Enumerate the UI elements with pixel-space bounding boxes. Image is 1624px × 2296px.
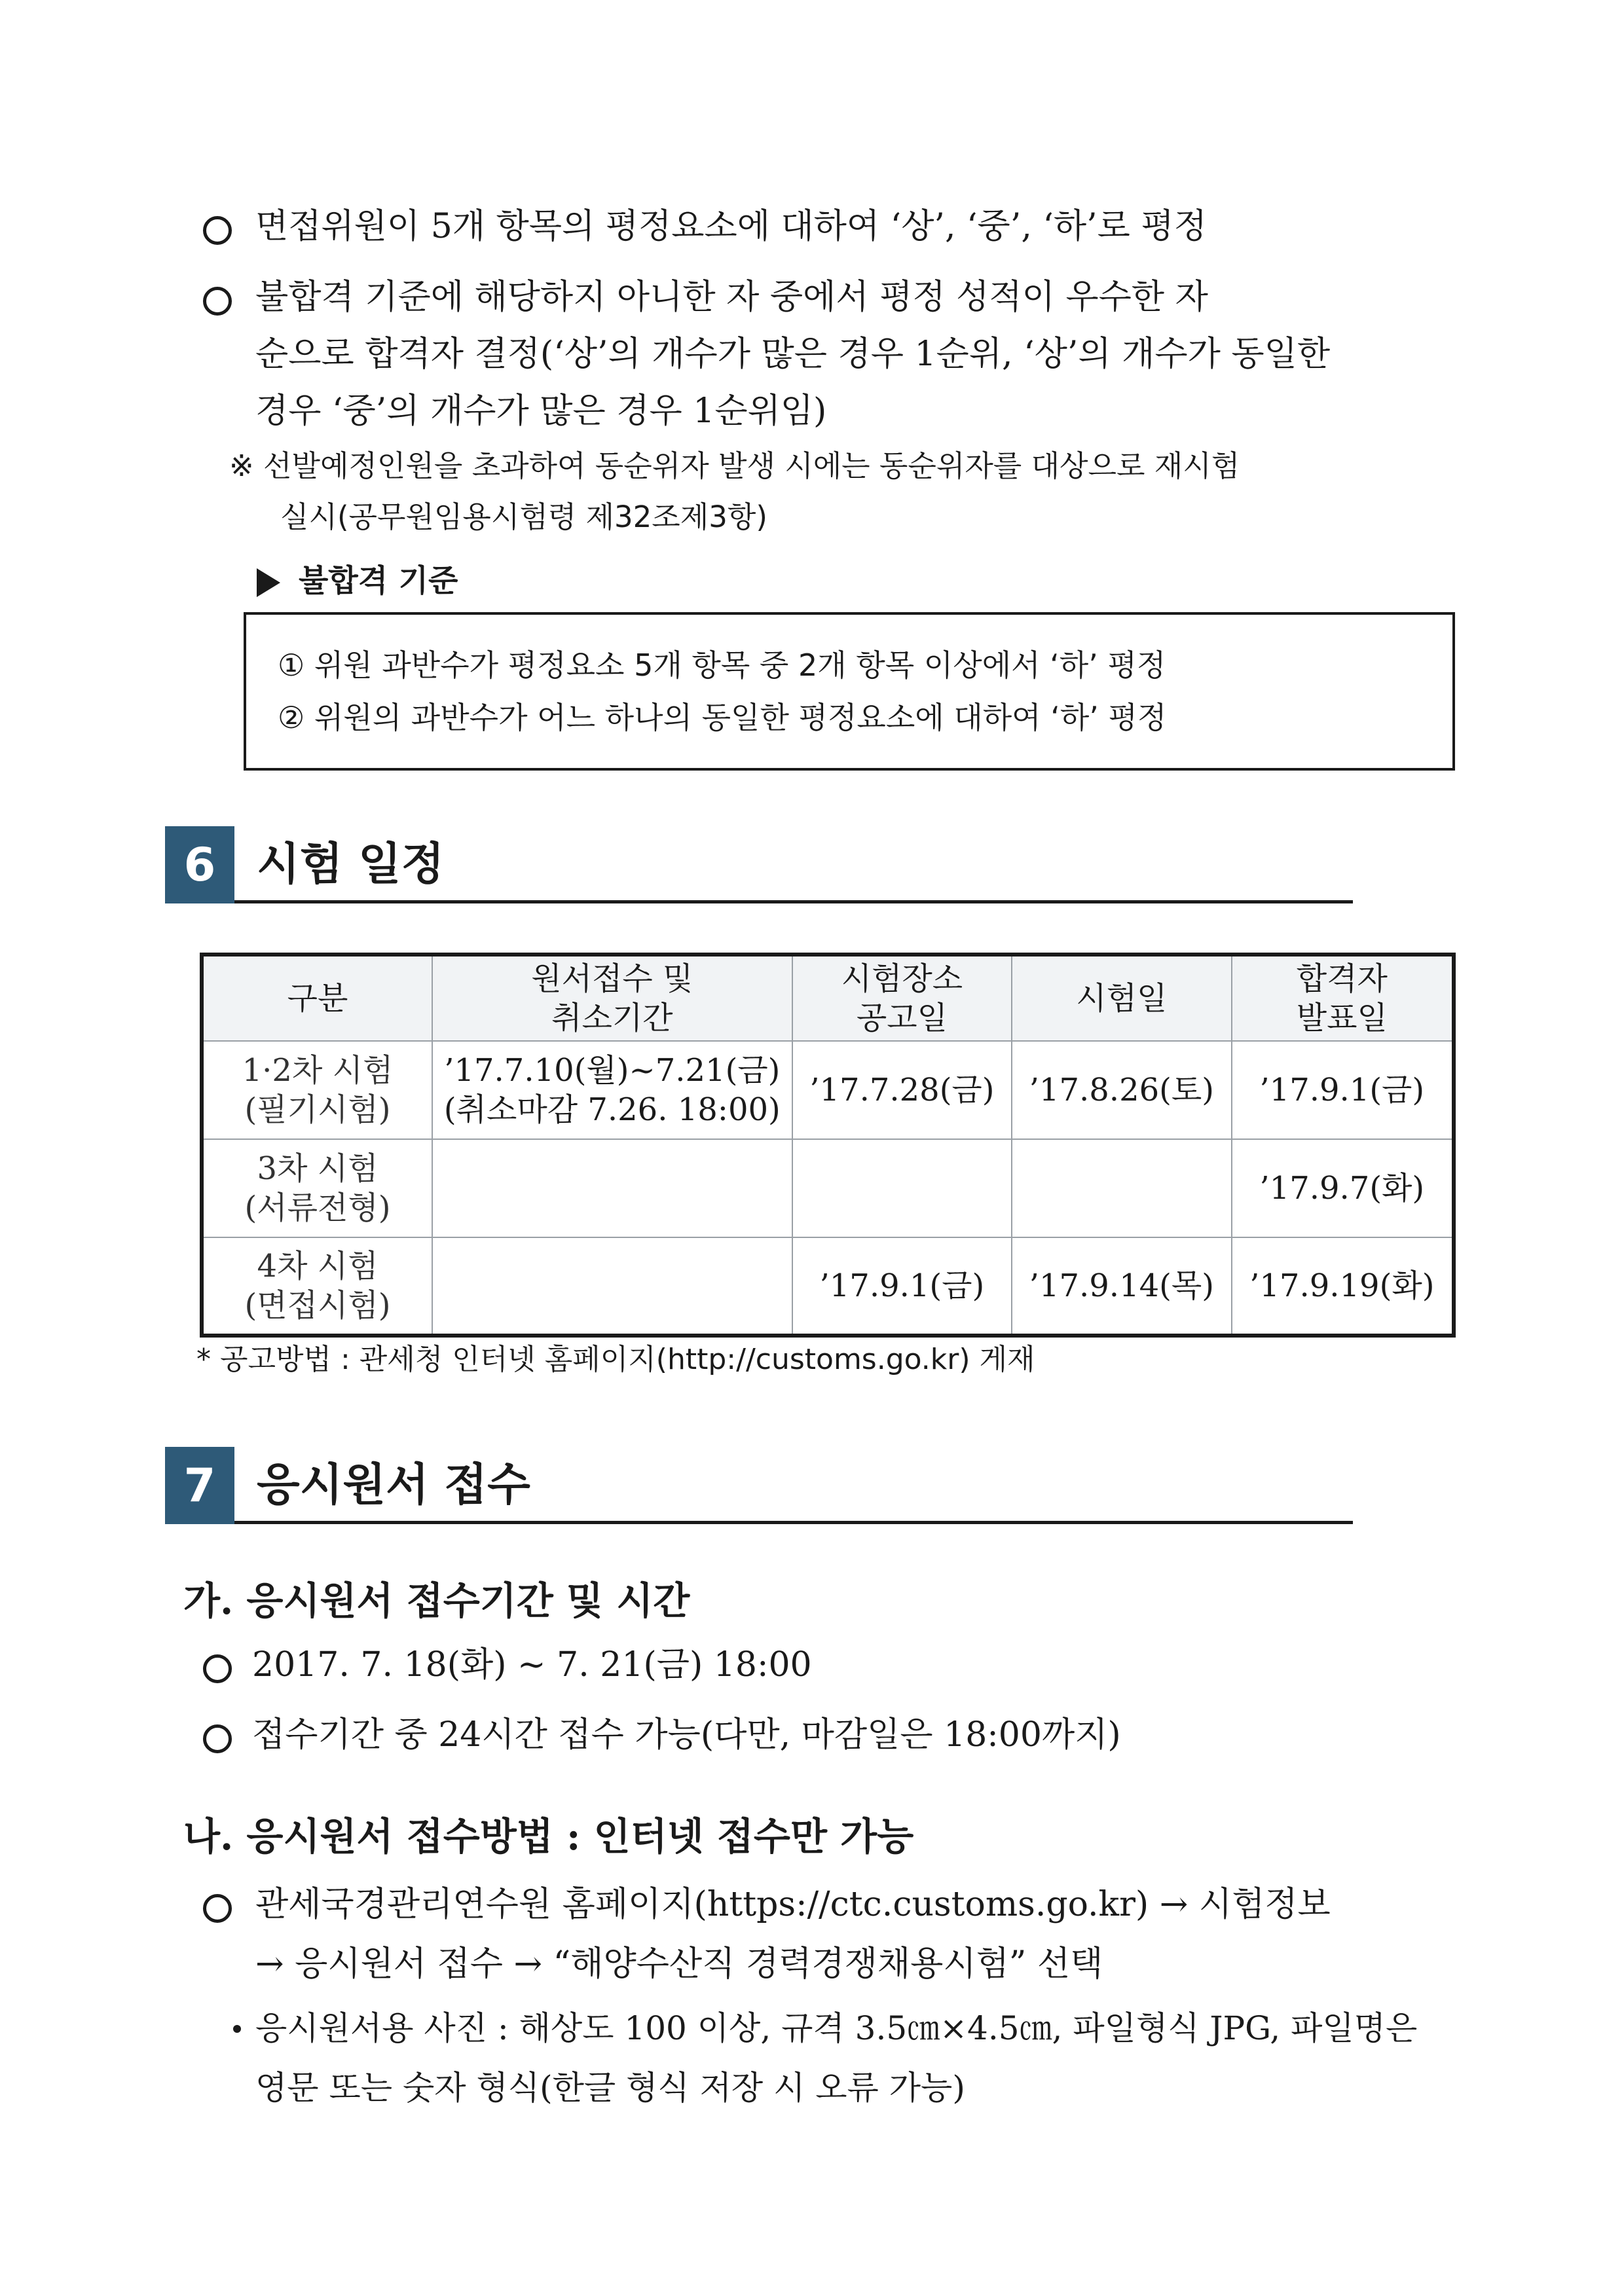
table-row [202,1041,1454,1139]
section-title: 시험 일정 [257,839,445,890]
circle-bullet-icon [203,1654,232,1683]
table-cell: 3차 시험 (서류전형) [202,1139,432,1237]
period-item: 2017. 7. 18(화) ~ 7. 21(금) 18:00 [252,1645,812,1685]
retest-note-line-2: 실시(공무원임용시험령 제32조제3항) [280,500,767,534]
table-cell: ’17.9.1(금) [1232,1041,1454,1139]
circle-bullet-icon [203,216,232,245]
method-item-line-2: → 응시원서 접수 → “해양수산직 경력경쟁채용시험” 선택 [255,1944,1103,1984]
fail-criteria-title: 불합격 기준 [299,563,458,599]
table-cell: ’17.7.28(금) [792,1041,1012,1139]
period-item: 접수기간 중 24시간 접수 가능(다만, 마감일은 18:00까지) [252,1715,1121,1755]
column-header: 합격자 발표일 [1232,955,1454,1041]
table-cell [432,1237,792,1336]
subsection-heading: 나. 응시원서 접수방법 : 인터넷 접수만 가능 [183,1814,914,1859]
table-cell [1012,1139,1231,1237]
table-cell: ’17.7.10(월)~7.21(금) (취소마감 7.26. 18:00) [432,1041,792,1139]
dot-bullet-icon [233,2025,241,2033]
table-cell: ’17.9.14(목) [1012,1237,1231,1336]
method-item-line-1: 관세국경관리연수원 홈페이지(https://ctc.customs.go.kr) → 시험정보 [255,1885,1331,1924]
section-title: 응시원서 접수 [257,1459,530,1511]
fail-criteria-item: ① 위원 과반수가 평정요소 5개 항목 중 2개 항목 이상에서 ‘하’ 평정 [278,647,1166,683]
subsection-heading: 가. 응시원서 접수기간 및 시간 [183,1578,690,1623]
column-header: 구분 [202,955,432,1041]
retest-note-line-1: ※ 선발예정인원을 초과하여 동순위자 발생 시에는 동순위자를 대상으로 재시험 [229,448,1240,483]
table-cell [432,1139,792,1237]
fail-criteria-box [244,612,1455,771]
table-cell [792,1139,1012,1237]
column-header: 시험일 [1012,955,1231,1041]
circle-bullet-icon [203,1724,232,1753]
criteria-paragraph-2-line-1: 불합격 기준에 해당하지 아니한 자 중에서 평정 성적이 우수한 자 [255,278,1208,317]
table-cell: ’17.8.26(토) [1012,1041,1231,1139]
criteria-paragraph-1: 면접위원이 5개 항목의 평정요소에 대하여 ‘상’, ‘중’, ‘하’로 평정 [255,207,1207,246]
table-header-row [202,955,1454,1041]
photo-requirement-line-2: 영문 또는 숫자 형식(한글 형식 저장 시 오류 가능) [255,2069,965,2107]
criteria-paragraph-2-line-3: 경우 ‘중’의 개수가 많은 경우 1순위임) [255,392,827,431]
circle-bullet-icon [203,287,232,316]
table-cell: 1·2차 시험 (필기시험) [202,1041,432,1139]
section-underline [234,900,1353,903]
column-header: 원서접수 및 취소기간 [432,955,792,1041]
table-cell: ’17.9.7(화) [1232,1139,1454,1237]
table-cell: ’17.9.1(금) [792,1237,1012,1336]
section-number-badge: 7 [165,1447,234,1524]
column-header: 시험장소 공고일 [792,955,1012,1041]
exam-schedule-table [200,953,1456,1338]
table-cell: 4차 시험 (면접시험) [202,1237,432,1336]
triangle-marker-icon [257,568,280,597]
circle-bullet-icon [203,1894,232,1923]
table-row [202,1139,1454,1237]
table-row [202,1237,1454,1336]
photo-requirement-line-1: 응시원서용 사진 : 해상도 100 이상, 규격 3.5㎝×4.5㎝, 파일형식 JPG, 파일명은 [255,2009,1418,2047]
section-number-badge: 6 [165,826,234,903]
section-underline [234,1521,1353,1524]
table-cell: ’17.9.19(화) [1232,1237,1454,1336]
criteria-paragraph-2-line-2: 순으로 합격자 결정(‘상’의 개수가 많은 경우 1순위, ‘상’의 개수가 동일한 [255,335,1331,374]
fail-criteria-item: ② 위원의 과반수가 어느 하나의 동일한 평정요소에 대하여 ‘하’ 평정 [278,700,1167,735]
announcement-footnote: * 공고방법 : 관세청 인터넷 홈페이지(http://customs.go.kr) 게재 [196,1343,1035,1376]
